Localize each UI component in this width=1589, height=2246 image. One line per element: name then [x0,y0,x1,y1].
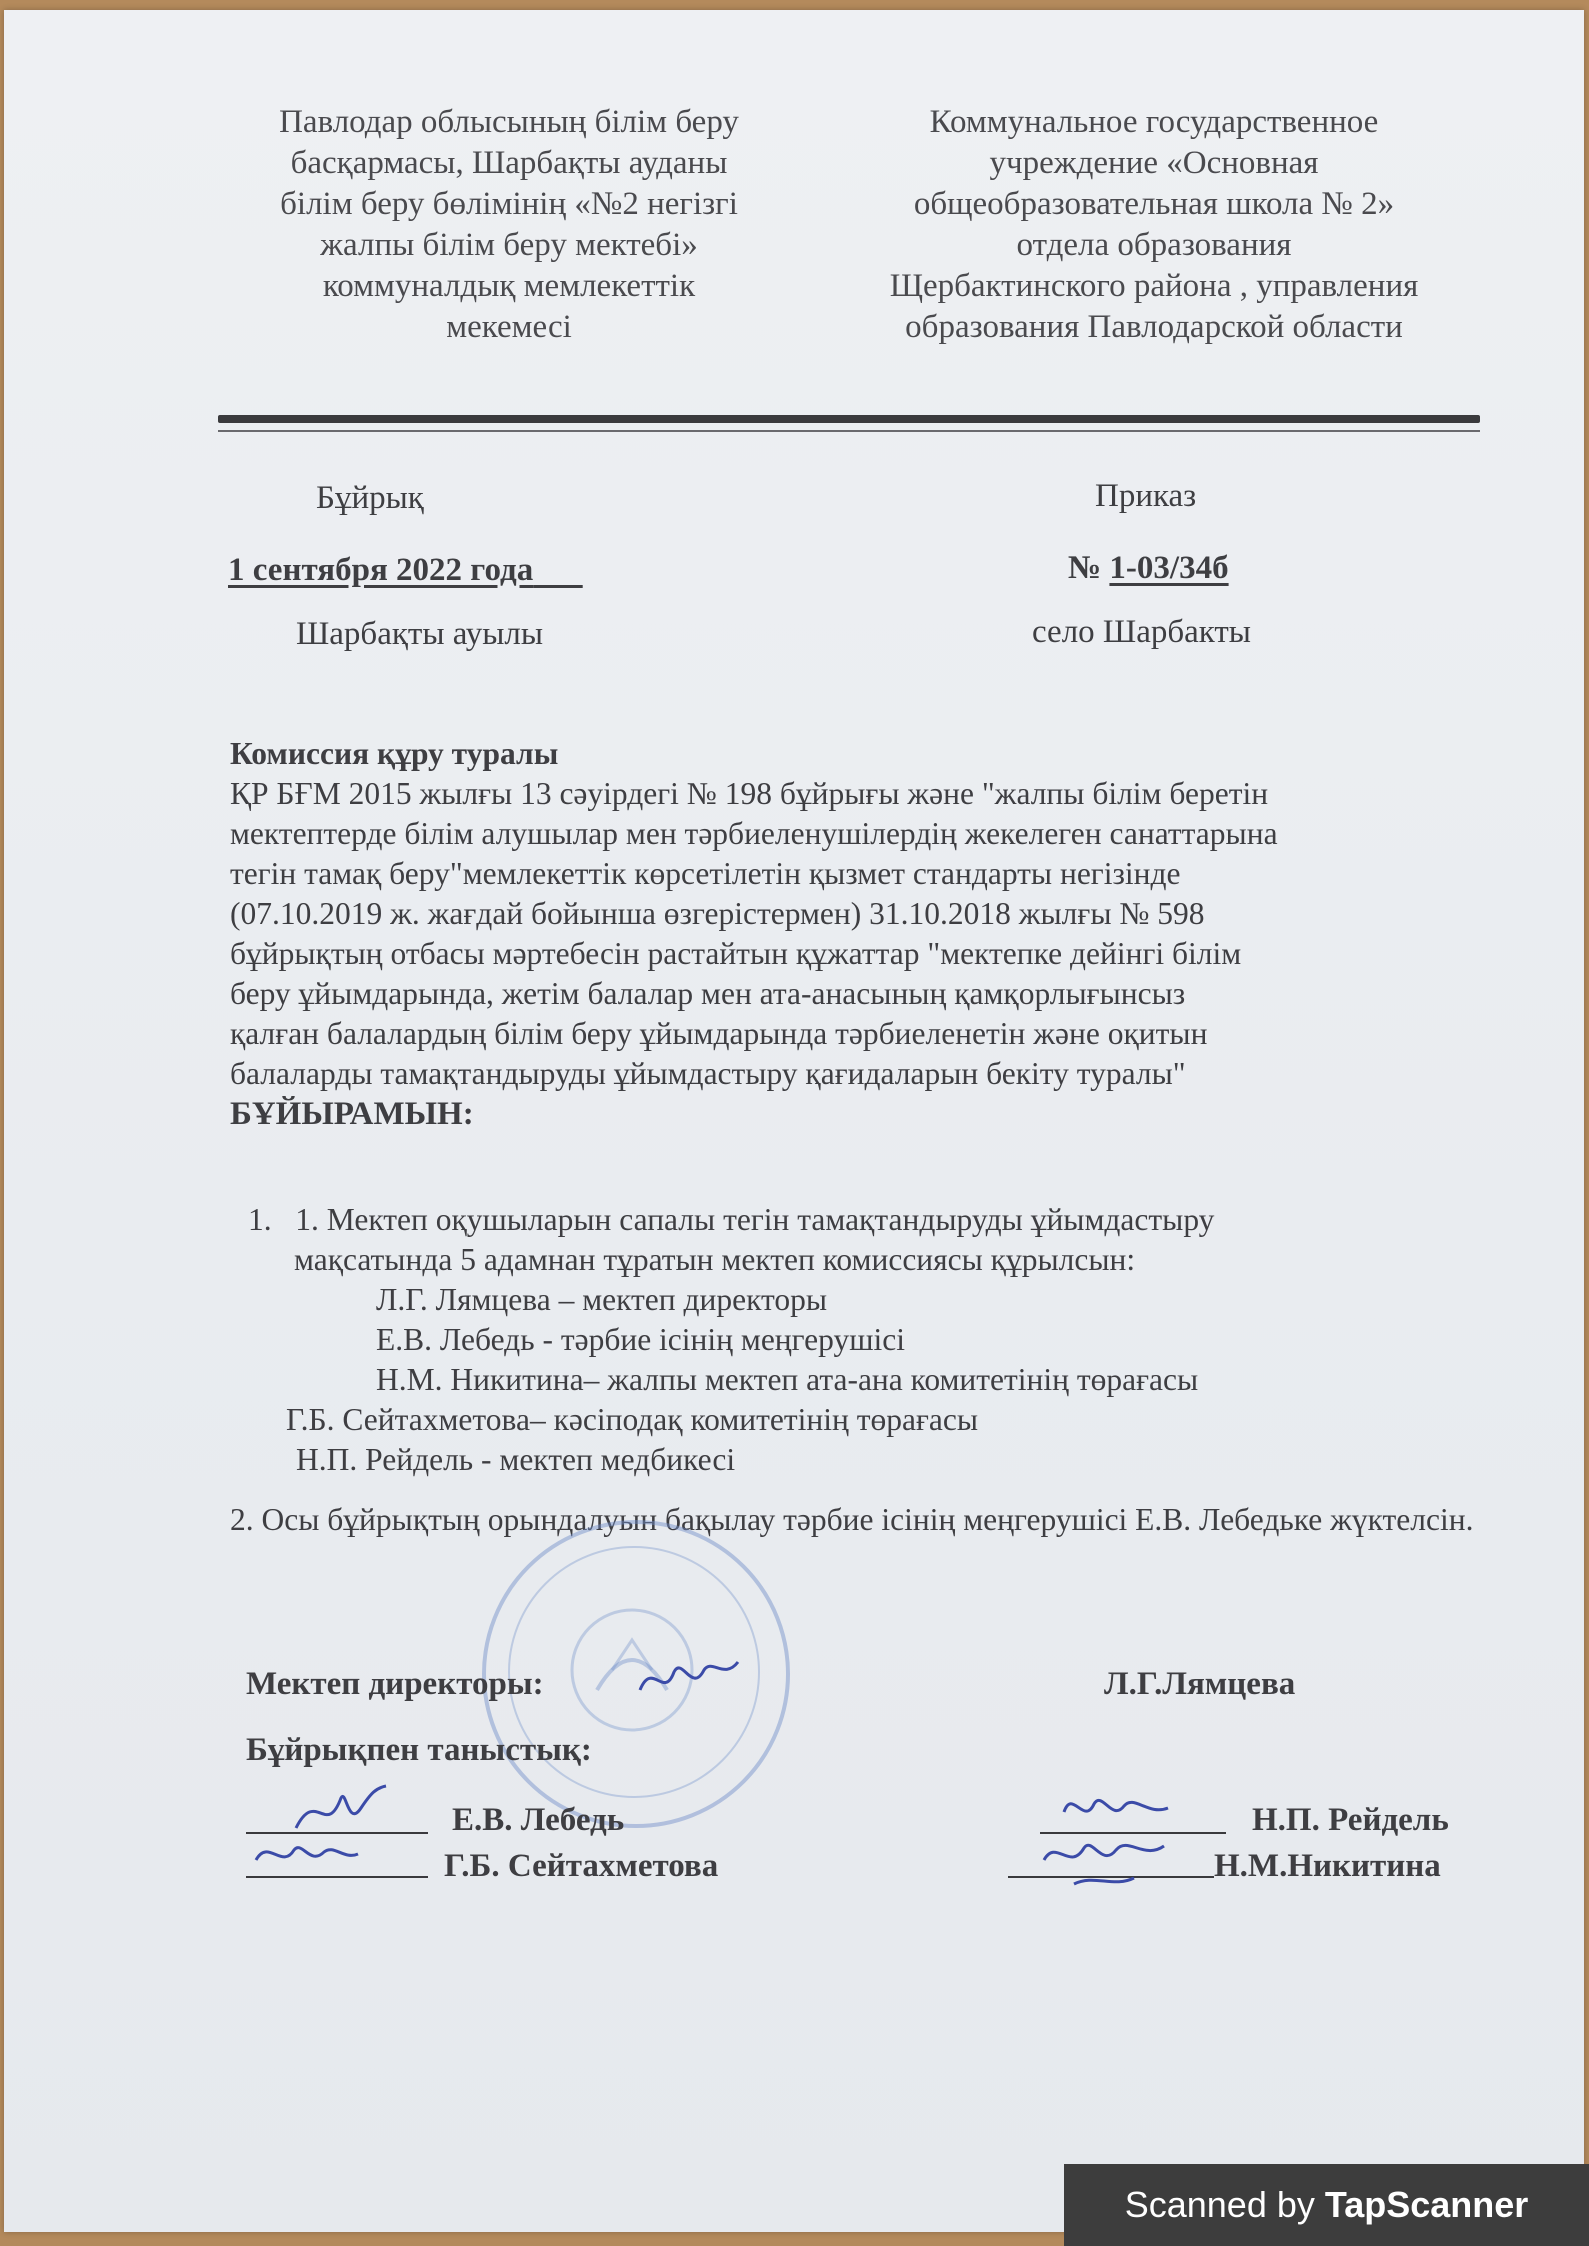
scanner-watermark [1064,2164,1589,2246]
signature-nikitina-icon [1034,1828,1174,1898]
director-signature-icon [634,1650,744,1710]
signature-seitakhmetova-icon [248,1830,368,1880]
commission-member: Н.М. Никитина– жалпы мектеп ата-ана комитетінің төрағасы [376,1362,1199,1397]
header-left-line: мекемесі [446,309,572,345]
header-left-line: білім беру бөлімінің «№2 негізгі [280,186,738,222]
commission-member: Л.Г. Лямцева – мектеп директоры [376,1282,828,1317]
body-line: бұйрықтың отбасы мәртебесін растайтын құжаттар "мектепке дейінгі білім [230,936,1242,971]
order-place-ru: село Шарбакты [1032,614,1251,650]
body-line: мектептерде білім алушылар мен тәрбиеленушілердің жекелеген санаттарына [230,816,1278,851]
header-left-line: басқармасы, Шарбақты ауданы [290,145,728,181]
commission-member: Г.Б. Сейтахметова– кәсіподақ комитетінің төрағасы [286,1402,979,1437]
order-number-prefix: № [1068,550,1110,586]
order-command: БҰЙЫРАМЫН: [230,1096,474,1132]
body-line: балаларды тамақтандыруды ұйымдастыру қағидаларын бекіту туралы" [230,1056,1186,1091]
header-right-line: Щербактинского района , управления [889,268,1419,304]
watermark-prefix: Scanned by [1124,2184,1325,2225]
order-date-text: 1 сентября 2022 года [228,552,534,588]
header-right-line: образования Павлодарской области [905,309,1403,345]
header-left-line: коммуналдық мемлекеттік [322,268,696,304]
order-subject: Комиссия құру туралы [230,736,559,771]
acknowledgement-label: Бұйрықпен таныстық: [246,1732,592,1768]
order-date [228,550,583,590]
order-title-ru: Приказ [1095,478,1197,514]
order-date-underline-tail [533,552,583,588]
signer-reidel: Н.П. Рейдель [1252,1802,1449,1838]
signer-lebed: Е.В. Лебедь [452,1802,625,1838]
header-left-line: жалпы білім беру мектебі» [320,227,698,263]
order-body [230,734,1480,1134]
body-line: ҚР БҒМ 2015 жылғы 13 сәуірдегі № 198 бұйрығы және "жалпы білім беретін [230,776,1269,811]
header-right-line: Коммунальное государственное [929,104,1379,140]
header-left-line: Павлодар облысының білім беру [279,104,739,140]
body-line: тегін тамақ беру"мемлекеттік көрсетілетін қызмет стандарты негізінде [230,856,1181,891]
header-kazakh [219,102,799,348]
director-label: Мектеп директоры: [246,1666,544,1702]
signer-nikitina: Н.М.Никитина [1214,1848,1441,1884]
director-name: Л.Г.Лямцева [1104,1666,1296,1702]
list-item-text: 1. Мектеп оқушыларын сапалы тегін тамақтандыруды ұйымдастыру [295,1202,1215,1237]
body-line: қалған балалардың білім беру ұйымдарында тәрбиеленетін және оқитын [230,1016,1208,1051]
list-item-1-cont: мақсатында 5 адамнан тұратын мектеп комиссиясы құрылсын: [294,1242,1136,1277]
document-page [4,10,1584,2232]
body-line: беру ұйымдарында, жетім балалар мен ата-анасының қамқорлығынсыз [230,976,1186,1011]
order-number-value: 1-03/34б [1109,550,1229,586]
header-russian [834,102,1474,348]
signature-lebed-icon [286,1778,396,1838]
header-right-line: учреждение «Основная [989,145,1319,181]
commission-member: Н.П. Рейдель - мектеп медбикесі [296,1442,736,1477]
header-divider-thin [218,430,1480,432]
body-line: (07.10.2019 ж. жағдай бойынша өзгерістермен) 31.10.2018 жылғы № 598 [230,896,1205,931]
list-item-number: 1. [248,1202,272,1237]
header-right-line: отдела образования [1016,227,1292,263]
header-right-line: общеобразовательная школа № 2» [913,186,1395,222]
header-divider-thick [218,415,1480,423]
watermark-brand: TapScanner [1324,2184,1529,2225]
commission-member: Е.В. Лебедь - тәрбие ісінің меңгерушісі [376,1322,905,1357]
order-number [1068,548,1229,588]
list-item-1 [230,1200,1490,1240]
order-items [230,1200,1490,1480]
list-item-2: 2. Осы бұйрықтың орындалуын бақылау тәрбие ісінің меңгерушісі Е.В. Лебедьке жүктелсін. [230,1502,1474,1537]
order-place-kz: Шарбақты ауылы [296,616,544,652]
order-title-kz: Бұйрық [316,480,424,516]
signer-seitakhmetova: Г.Б. Сейтахметова [444,1848,719,1884]
